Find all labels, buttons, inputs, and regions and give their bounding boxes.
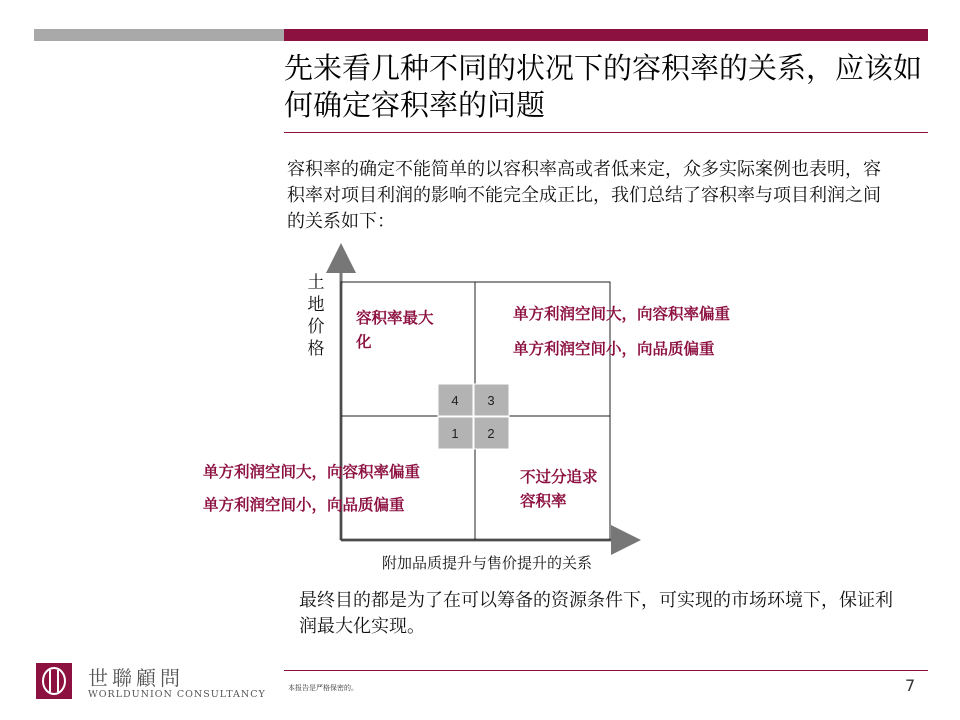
quadrant-3-line-1: 单方利润空间大，向容积率偏重 xyxy=(513,305,731,323)
quadrant-2-label: 不过分追求容积率 xyxy=(520,468,598,510)
quadrant-number-3: 3 xyxy=(487,393,495,408)
logo-emblem-icon xyxy=(36,663,72,699)
quadrant-3-line-2: 单方利润空间小，向品质偏重 xyxy=(513,340,715,358)
quadrant-number-4: 4 xyxy=(451,393,459,408)
company-logo-mark xyxy=(36,663,72,699)
company-name-chinese: 世聯顧問 xyxy=(88,666,184,690)
quadrant-4-label: 容积率最大化 xyxy=(356,309,434,351)
x-axis-label: 附加品质提升与售价提升的关系 xyxy=(382,554,593,572)
y-axis-label: 土地价格 xyxy=(307,273,325,359)
company-name-english: WORLDUNION CONSULTANCY xyxy=(88,689,266,700)
quadrant-1-line-2: 单方利润空间小，向品质偏重 xyxy=(203,496,405,514)
page-number: 7 xyxy=(905,676,916,695)
footer-divider xyxy=(284,670,928,671)
slide-title: 先来看几种不同的状况下的容积率的关系，应该如何确定容积率的问题 xyxy=(284,51,923,122)
quadrant-number-1: 1 xyxy=(451,426,459,441)
quadrant-number-2: 2 xyxy=(487,426,495,441)
intro-paragraph: 容积率的确定不能简单的以容积率高或者低来定，众多实际案例也表明，容积率对项目利润的影响不能完全成正比，我们总结了容积率与项目利润之间的关系如下： xyxy=(287,159,881,232)
conclusion-paragraph: 最终目的都是为了在可以筹备的资源条件下，可实现的市场环境下，保证利润最大化实现。 xyxy=(299,590,893,637)
quadrant-1-line-1: 单方利润空间大，向容积率偏重 xyxy=(203,463,421,481)
confidential-note: 本报告是严格保密的。 xyxy=(288,684,358,692)
